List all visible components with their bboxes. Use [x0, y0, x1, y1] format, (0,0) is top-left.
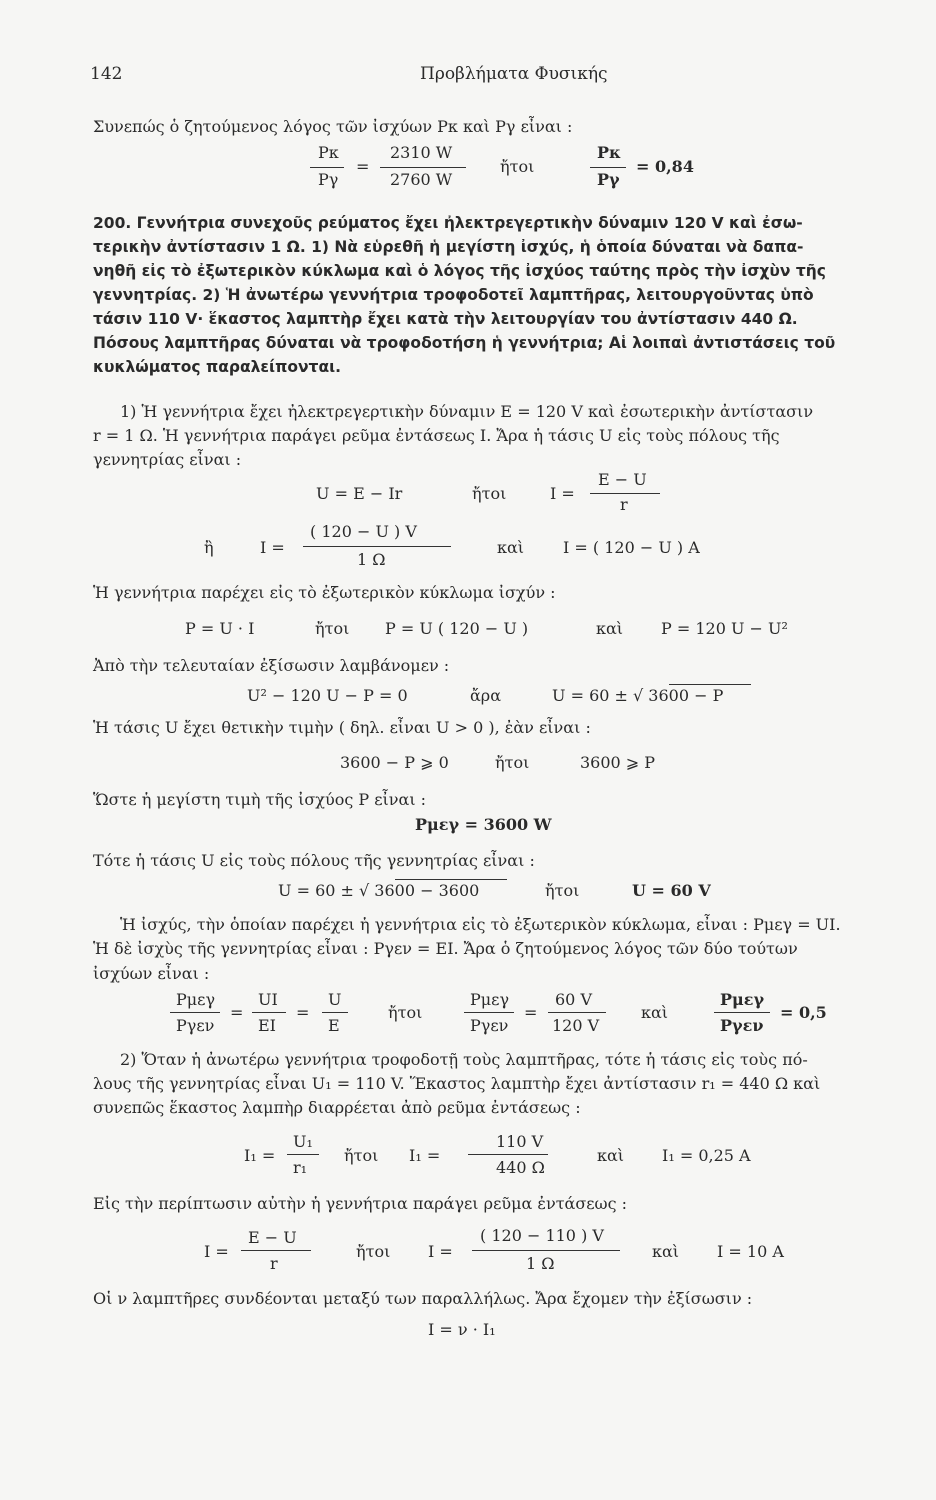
eq-numerator: ( 120 − U ) V: [310, 522, 417, 541]
sol1-power-text: Ἡ γεννήτρια παρέχει εἰς τὸ ἐξωτερικὸν κύκλωμα ἰσχύν :: [93, 583, 556, 602]
frac-num: Pμεγ: [470, 990, 510, 1009]
eq-lamp-count: I = ν · I₁: [428, 1320, 496, 1339]
sol1-ratio-line-3: ἰσχύων εἶναι :: [93, 964, 210, 983]
frac-den: r: [270, 1254, 278, 1273]
htoi-word: ἤτοι: [388, 1003, 423, 1022]
result-denominator: Pγ: [597, 170, 620, 189]
sqrt-bar: [669, 684, 751, 685]
eq-u-result: U = 60 V: [632, 881, 711, 900]
frac-den: 120 V: [552, 1016, 600, 1035]
fraction-bar: [548, 1012, 606, 1013]
ratio-result: = 0,84: [636, 157, 694, 176]
problem-line-6: Πόσους λαμπτῆρας δύναται νὰ τροφοδοτήση ἡ γεννήτρια; Αἱ λοιπαὶ ἀντιστάσεις τοῦ: [93, 334, 836, 352]
ratio-numerator: 2310 W: [390, 143, 453, 162]
ratio-result: = 0,5: [780, 1003, 827, 1022]
htoi-word: ἤτοι: [315, 619, 350, 638]
fraction-bar: [322, 1012, 348, 1013]
htoi-word: ἤτοι: [545, 881, 580, 900]
eq-u-solution: U = 60 ± √ 3600 − P: [552, 686, 724, 705]
sol1-line-3: γεννητρίας εἶναι :: [93, 450, 242, 469]
sol2-parallel-text: Οἱ ν λαμπτῆρες συνδέονται μεταξύ των παραλλήλως. Ἄρα ἔχομεν τὴν ἐξίσωσιν :: [93, 1289, 753, 1308]
eq-p-ui: P = U · I: [185, 619, 255, 638]
eq-i-label: I =: [204, 1242, 229, 1261]
eq-denominator: 1 Ω: [357, 550, 386, 569]
eq-i-label: I =: [260, 538, 285, 557]
eq-i1-result: I₁ = 0,25 A: [662, 1146, 751, 1165]
frac-den: 1 Ω: [526, 1254, 555, 1273]
ratio-denominator: 2760 W: [390, 170, 453, 189]
frac-num: E − U: [248, 1228, 297, 1247]
fraction-bar: [380, 167, 466, 168]
frac-num: U₁: [293, 1132, 313, 1151]
eq-inequality-result: 3600 ⩾ P: [580, 753, 656, 772]
sol1-voltage-text: Τότε ἡ τάσις U εἰς τοὺς πόλους τῆς γεννητρίας εἶναι :: [93, 851, 535, 870]
ratio-lhs-numerator: Pκ: [318, 143, 339, 162]
fraction-bar: [303, 546, 451, 547]
fraction-bar: [170, 1012, 220, 1013]
kai-word: καὶ: [596, 619, 624, 638]
problem-line-4: γεννητρίας. 2) Ἡ ἀνωτέρω γεννήτρια τροφοδοτεῖ λαμπτῆρας, λειτουργοῦντας ὑπὸ: [93, 286, 814, 304]
eq-inequality: 3600 − P ⩾ 0: [340, 753, 449, 772]
eq-numerator: E − U: [598, 470, 647, 489]
sol1-ratio-line-1: Ἡ ἰσχύς, τὴν ὁποίαν παρέχει ἡ γεννήτρια εἰς τὸ ἐξωτερικὸν κύκλωμα, εἶναι : Pμεγ = UI.: [120, 915, 841, 934]
eq-i-label: I =: [550, 484, 575, 503]
or-word: ἢ: [204, 538, 214, 557]
result-numerator: Pκ: [597, 143, 622, 162]
eq-i-result: I = 10 A: [717, 1242, 784, 1261]
sol1-ratio-line-2: Ἡ δὲ ἰσχὺς τῆς γεννητρίας εἶναι : Pγεν = EI. Ἄρα ὁ ζητούμενος λόγος τῶν δύο τούτων: [93, 939, 798, 958]
sol1-line-2: r = 1 Ω. Ἡ γεννήτρια παράγει ρεῦμα ἐντάσεως I. Ἄρα ἡ τάσις U εἰς τοὺς πόλους τῆς: [93, 426, 780, 445]
problem-line-7: κυκλώματος παραλείπονται.: [93, 358, 342, 376]
page-number: 142: [90, 64, 123, 84]
frac-den: EI: [258, 1016, 276, 1035]
frac-num: 60 V: [555, 990, 592, 1009]
sol1-line-1: 1) Ἡ γεννήτρια ἔχει ἠλεκτρεγερτικὴν δύναμιν E = 120 V καὶ ἐσωτερικὴν ἀντίστασιν: [120, 402, 814, 421]
frac-den: Pγεν: [470, 1016, 509, 1035]
eq-u-e-ir: U = E − Ir: [316, 484, 403, 503]
problem-line-5: τάσιν 110 V· ἕκαστος λαμπτὴρ ἔχει κατὰ τὴν λειτουργίαν του ἀντίστασιν 440 Ω.: [93, 310, 798, 328]
problem-line-2: τερικὴν ἀντίστασιν 1 Ω. 1) Νὰ εὑρεθῆ ἡ μεγίστη ἰσχύς, ἡ ὁποία δύναται νὰ δαπα-: [93, 238, 804, 256]
eq-pmax: Pμεγ = 3600 W: [415, 815, 552, 834]
frac-den: 440 Ω: [496, 1158, 545, 1177]
kai-word: καὶ: [652, 1242, 680, 1261]
frac-den: Pγεν: [176, 1016, 215, 1035]
running-title: Προβλήματα Φυσικής: [420, 64, 608, 84]
htoi-word: ἤτοι: [344, 1146, 379, 1165]
fraction-bar: [468, 1154, 548, 1155]
frac-num: ( 120 − 110 ) V: [480, 1226, 604, 1245]
sol1-positive-text: Ἡ τάσις U ἔχει θετικὴν τιμὴν ( δηλ. εἶναι U > 0 ), ἐὰν εἶναι :: [93, 718, 591, 737]
eq-p-expanded: P = U ( 120 − U ): [385, 619, 529, 638]
frac-den: Pγεν: [720, 1016, 764, 1035]
fraction-bar: [590, 493, 660, 494]
ratio-lhs-denominator: Pγ: [318, 170, 339, 189]
eq-i-result: I = ( 120 − U ) A: [563, 538, 700, 557]
fraction-bar: [252, 1012, 286, 1013]
fraction-bar: [241, 1250, 311, 1251]
frac-den: r₁: [293, 1158, 308, 1177]
frac-num: UI: [258, 990, 278, 1009]
eq-u-root: U = 60 ± √ 3600 − 3600: [278, 881, 480, 900]
frac-num: Pμεγ: [720, 990, 765, 1009]
fraction-bar: [714, 1012, 770, 1013]
frac-num: Pμεγ: [176, 990, 216, 1009]
fraction-bar: [472, 1250, 620, 1251]
sol1-max-text: Ὥστε ἡ μεγίστη τιμὴ τῆς ἰσχύος P εἶναι :: [93, 790, 427, 809]
equals-sign: =: [524, 1003, 538, 1022]
eq-quadratic: U² − 120 U − P = 0: [247, 686, 408, 705]
htoi-word: ἤτοι: [356, 1242, 391, 1261]
fraction-bar: [590, 167, 626, 168]
fraction-bar: [310, 167, 344, 168]
frac-num: 110 V: [496, 1132, 544, 1151]
frac-num: U: [328, 990, 342, 1009]
problem-line-3: νηθῆ εἰς τὸ ἐξωτερικὸν κύκλωμα καὶ ὁ λόγος τῆς ἰσχύος ταύτης πρὸς τὴν ἰσχὺν τῆς: [93, 262, 826, 280]
htoi-word: ἤτοι: [500, 157, 535, 176]
ara-word: ἄρα: [470, 686, 502, 705]
htoi-word: ἤτοι: [472, 484, 507, 503]
sol1-last-eq-text: Ἀπὸ τὴν τελευταίαν ἐξίσωσιν λαμβάνομεν :: [93, 656, 450, 675]
sol2-line-1: 2) Ὅταν ἡ ἀνωτέρω γεννήτρια τροφοδοτῇ τοὺς λαμπτῆρας, τότε ἡ τάσις εἰς τοὺς πό-: [120, 1050, 808, 1069]
eq-i1-label: I₁ =: [409, 1146, 441, 1165]
intro-text: Συνεπώς ὁ ζητούμενος λόγος τῶν ἰσχύων Pκ καὶ Pγ εἶναι :: [93, 117, 573, 136]
kai-word: καὶ: [497, 538, 525, 557]
sol2-line-2: λους τῆς γεννητρίας εἶναι U₁ = 110 V. Ἕκαστος λαμπτὴρ ἔχει ἀντίστασιν r₁ = 440 Ω καὶ: [93, 1074, 821, 1093]
htoi-word: ἤτοι: [495, 753, 530, 772]
equals-sign: =: [356, 157, 370, 176]
equals-sign: =: [230, 1003, 244, 1022]
eq-i1-label: I₁ =: [244, 1146, 276, 1165]
eq-denominator: r: [620, 495, 628, 514]
eq-p-polynomial: P = 120 U − U²: [661, 619, 788, 638]
sol2-line-3: συνεπῶς ἕκαστος λαμπὴρ διαρρέεται ἀπὸ ρεῦμα ἐντάσεως :: [93, 1098, 581, 1117]
frac-den: E: [328, 1016, 340, 1035]
sqrt-bar: [395, 879, 507, 880]
eq-i-label: I =: [428, 1242, 453, 1261]
equals-sign: =: [296, 1003, 310, 1022]
fraction-bar: [287, 1154, 319, 1155]
fraction-bar: [464, 1012, 514, 1013]
sol2-current-text: Εἰς τὴν περίπτωσιν αὐτὴν ἡ γεννήτρια παράγει ρεῦμα ἐντάσεως :: [93, 1194, 628, 1213]
kai-word: καὶ: [641, 1003, 669, 1022]
problem-line-1: 200. Γεννήτρια συνεχοῦς ρεύματος ἔχει ἠλεκτρεγερτικὴν δύναμιν 120 V καὶ ἐσω-: [93, 214, 803, 232]
kai-word: καὶ: [597, 1146, 625, 1165]
